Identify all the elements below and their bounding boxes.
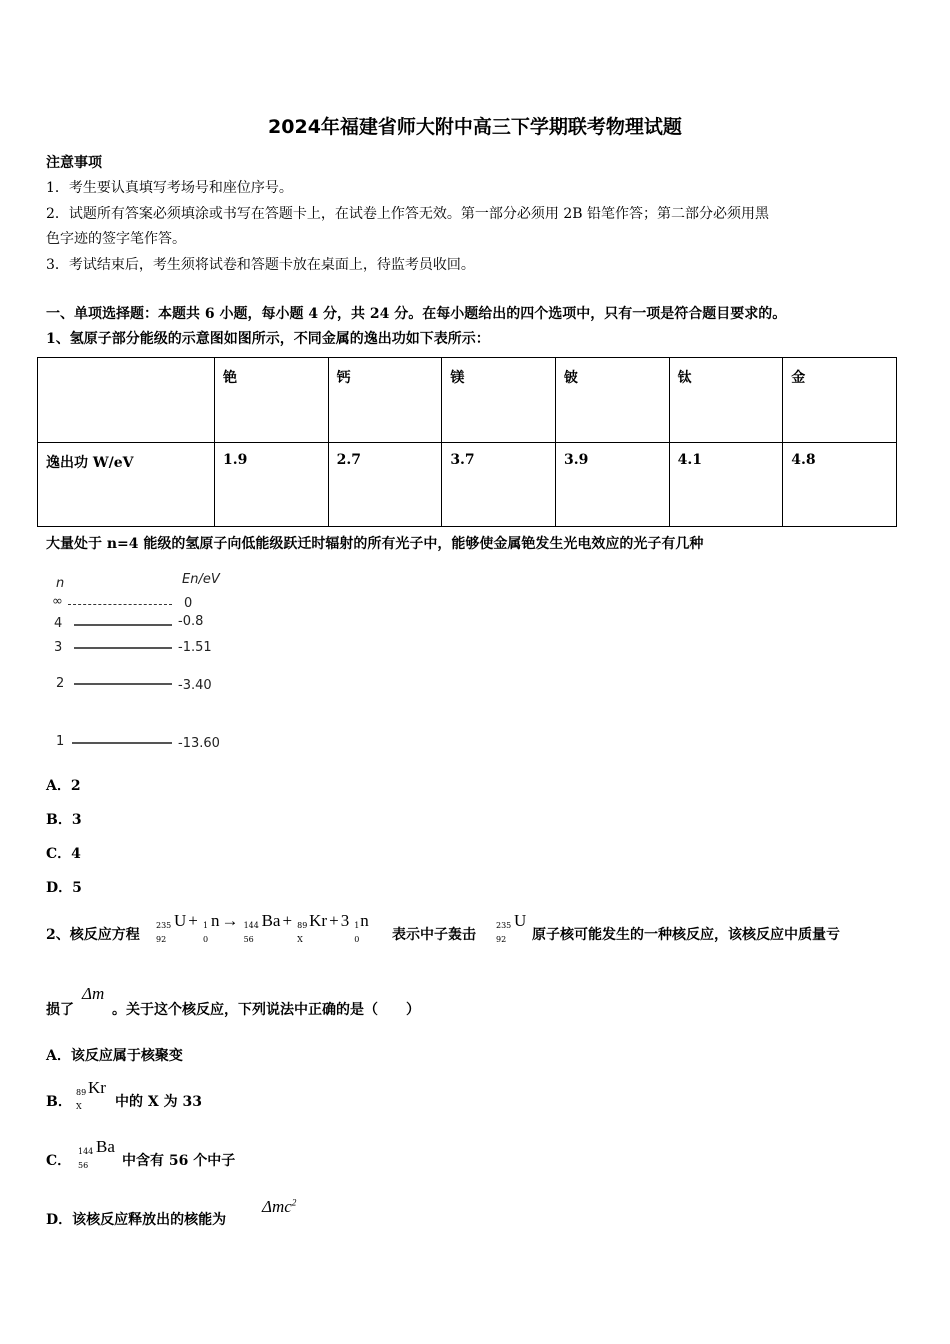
atomic-number: 92: [496, 935, 507, 944]
work-function-table: [37, 357, 897, 527]
notice-item-3: 3．考试结束后，考生须将试卷和答题卡放在桌面上，待监考员收回。: [46, 257, 475, 273]
q2-option-c-label[interactable]: C．: [46, 1153, 72, 1169]
table-value-cell: 3.9: [555, 443, 669, 527]
q1-option-c[interactable]: C．4: [46, 846, 81, 862]
notice-heading: 注意事项: [46, 155, 102, 171]
atomic-number: 56: [78, 1161, 89, 1170]
table-value-cell: 2.7: [328, 443, 442, 527]
table-cell-empty: [38, 358, 215, 443]
level-e-label: -1.51: [178, 640, 212, 655]
symbol-n: n: [210, 911, 220, 930]
table-row: [38, 358, 897, 443]
symbol-kr: Kr: [309, 911, 328, 930]
atomic-number: 0: [202, 935, 209, 944]
level-e-label: -13.60: [178, 736, 220, 751]
section-heading: 一、单项选择题：本题共 6 小题，每小题 4 分，共 24 分。在每小题给出的四个选项中，只有一项是符合题目要求的。: [46, 306, 787, 322]
mass-number: 1: [202, 921, 209, 930]
table-value-cell: 1.9: [215, 443, 329, 527]
delta-m: Δm: [82, 984, 105, 1003]
symbol-n: n: [360, 911, 369, 930]
q2-option-d-text[interactable]: D．该核反应释放出的核能为: [46, 1212, 227, 1228]
table-row-label: 逸出功 W/eV: [38, 443, 215, 527]
mass-number: 89: [76, 1088, 87, 1097]
symbol-u: U: [174, 911, 187, 930]
table-header-cell: 金: [783, 358, 897, 443]
table-header-cell: 镁: [442, 358, 556, 443]
plus-sign: +: [329, 911, 339, 930]
q2-option-b-label[interactable]: B．: [46, 1094, 72, 1110]
level-n-label: ∞: [52, 594, 63, 609]
q2-option-b-text[interactable]: 中的 X 为 33: [115, 1094, 202, 1110]
atomic-number: 92: [156, 935, 167, 944]
level-n-label: 1: [56, 734, 65, 749]
level-line-1: [72, 742, 172, 744]
level-line-2: [74, 683, 172, 685]
symbol-ba: Ba: [261, 911, 281, 930]
q1-option-d[interactable]: D．5: [46, 880, 82, 896]
q2-line2-prefix: 损了: [46, 1002, 74, 1018]
diagram-n-label: n: [56, 576, 65, 591]
q2-option-c-text[interactable]: 中含有 56 个中子: [122, 1153, 236, 1169]
level-n-label: 4: [54, 616, 63, 631]
level-e-label: -3.40: [178, 678, 212, 693]
table-header-cell: 钙: [328, 358, 442, 443]
level-e-label: 0: [184, 596, 193, 611]
table-header-cell: 铍: [555, 358, 669, 443]
level-line-4: [74, 624, 172, 626]
symbol-kr: Kr: [88, 1078, 106, 1097]
symbol-ba: Ba: [96, 1137, 115, 1156]
mass-number: 235: [156, 921, 172, 930]
q2-option-a[interactable]: A．该反应属于核聚变: [46, 1048, 183, 1064]
symbol-u: U: [514, 911, 527, 930]
energy-level-diagram: [50, 568, 250, 758]
diagram-e-label: En/eV: [182, 572, 220, 587]
ba-nuclide: [78, 1137, 115, 1170]
q1-option-b[interactable]: B．3: [46, 812, 82, 828]
q2-suffix: 原子核可能发生的一种核反应，该核反应中质量亏: [532, 927, 840, 943]
arrow: →: [221, 911, 239, 930]
table-row: [38, 443, 897, 527]
level-line-3: [74, 647, 172, 649]
level-n-label: 3: [54, 640, 63, 655]
atomic-number: X: [297, 935, 303, 944]
level-line-infinity: [68, 604, 172, 605]
level-e-label: -0.8: [178, 614, 204, 629]
notice-item-2-line2: 色字迹的签字笔作答。: [46, 231, 186, 247]
mass-number: 144: [243, 921, 259, 930]
atomic-number: 56: [243, 935, 254, 944]
atomic-number: 0: [354, 935, 360, 944]
mass-number: 89: [297, 921, 308, 930]
q2-line2-suffix: 。关于这个核反应，下列说法中正确的是（ ）: [112, 1002, 420, 1018]
level-n-label: 2: [56, 676, 65, 691]
q2-middle: 表示中子轰击: [392, 927, 476, 943]
mass-number: 1: [354, 921, 360, 930]
squared: 2: [291, 1197, 297, 1208]
q1-option-a[interactable]: A．2: [46, 778, 81, 794]
table-value-cell: 3.7: [442, 443, 556, 527]
kr-nuclide: [76, 1078, 106, 1111]
u-target-nuclide: [496, 911, 527, 944]
nuclear-equation: [156, 911, 369, 944]
mass-number: 235: [496, 921, 512, 930]
q1-intro: 1、氢原子部分能级的示意图如图所示，不同金属的逸出功如下表所示：: [46, 331, 490, 347]
atomic-number: X: [76, 1102, 82, 1111]
delta-mc-squared: [262, 1197, 296, 1217]
page-title: 2024年福建省师大附中高三下学期联考物理试题: [268, 116, 682, 138]
table-header-cell: 铯: [215, 358, 329, 443]
table-header-cell: 钛: [669, 358, 783, 443]
table-value-cell: 4.8: [783, 443, 897, 527]
q2-prefix: 2、核反应方程: [46, 927, 140, 943]
q1-question: 大量处于 n=4 能级的氢原子向低能级跃迁时辐射的所有光子中，能够使金属铯发生光电效应的光子有几种: [46, 536, 704, 552]
notice-item-1: 1．考生要认真填写考场号和座位序号。: [46, 180, 293, 196]
delta-mc: Δmc: [262, 1197, 292, 1216]
plus-sign: +: [282, 911, 293, 930]
table-value-cell: 4.1: [669, 443, 783, 527]
notice-item-2-line1: 2．试题所有答案必须填涂或书写在答题卡上，在试卷上作答无效。第一部分必须用 2B 铅笔作答；第二部分必须用黑: [46, 206, 769, 222]
mass-number: 144: [78, 1147, 94, 1156]
coefficient: 3: [340, 911, 350, 930]
plus-sign: +: [188, 911, 198, 930]
